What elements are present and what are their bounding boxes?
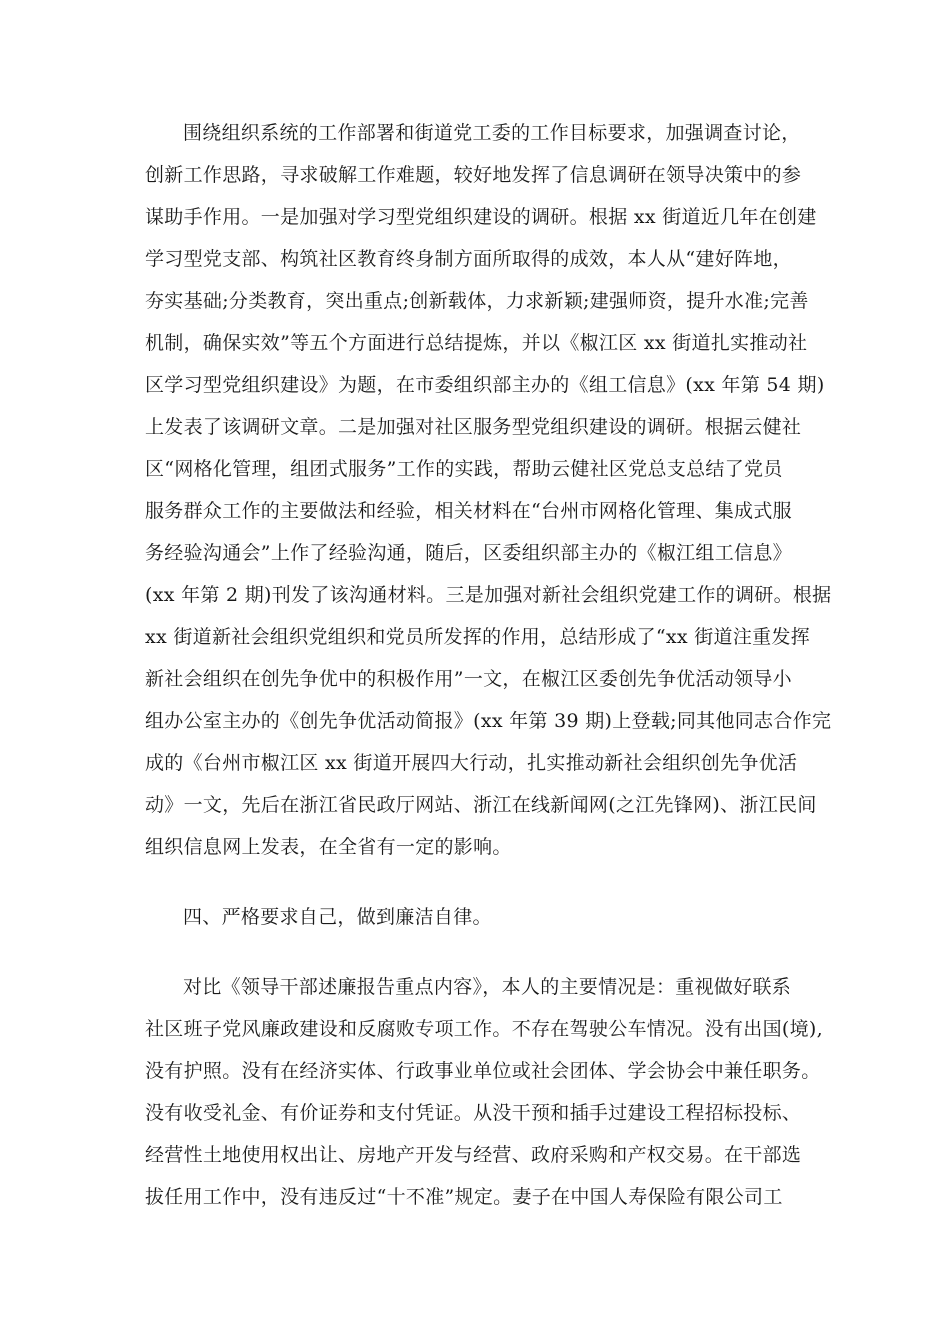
paragraph-line: 区学习型党组织建设》为题，在市委组织部主办的《组工信息》(xx 年第 54 期) — [145, 374, 825, 396]
paragraph-line: 拔任用工作中，没有违反过“十不准”规定。妻子在中国人寿保险有限公司工 — [145, 1186, 783, 1208]
paragraph-line: 经营性土地使用权出让、房地产开发与经营、政府采购和产权交易。在干部选 — [145, 1144, 802, 1166]
paragraph-line: 没有护照。没有在经济实体、行政事业单位或社会团体、学会协会中兼任职务。 — [145, 1060, 821, 1082]
paragraph-line: 组办公室主办的《创先争优活动简报》(xx 年第 39 期)上登载;同其他同志合作完 — [145, 710, 832, 732]
paragraph-line: 围绕组织系统的工作部署和街道党工委的工作目标要求，加强调查讨论， — [183, 122, 801, 144]
paragraph-line: 谋助手作用。一是加强对学习型党组织建设的调研。根据 xx 街道近几年在创建 — [145, 206, 817, 228]
paragraph-line: 创新工作思路，寻求破解工作难题，较好地发挥了信息调研在领导决策中的参 — [145, 164, 802, 186]
paragraph-line: 社区班子党风廉政建设和反腐败专项工作。不存在驾驶公车情况。没有出国(境), — [145, 1018, 823, 1040]
paragraph-line: 服务群众工作的主要做法和经验，相关材料在“台州市网格化管理、集成式服 — [145, 500, 792, 522]
section-heading: 四、严格要求自己，做到廉洁自律。 — [183, 906, 492, 928]
paragraph-line: 区“网格化管理，组团式服务”工作的实践，帮助云健社区党总支总结了党员 — [145, 458, 783, 480]
paragraph-line: xx 街道新社会组织党组织和党员所发挥的作用，总结形成了“xx 街道注重发挥 — [145, 626, 811, 648]
paragraph-line: (xx 年第 2 期)刊发了该沟通材料。三是加强对新社会组织党建工作的调研。根据 — [145, 584, 832, 606]
paragraph-line: 夯实基础;分类教育，突出重点;创新载体，力求新颖;建强师资，提升水准;完善 — [145, 290, 809, 312]
paragraph-line: 成的《台州市椒江区 xx 街道开展四大行动，扎实推动新社会组织创先争优活 — [145, 752, 798, 774]
paragraph-line: 上发表了该调研文章。二是加强对社区服务型党组织建设的调研。根据云健社 — [145, 416, 802, 438]
paragraph-line: 对比《领导干部述廉报告重点内容》，本人的主要情况是：重视做好联系 — [183, 976, 792, 998]
paragraph-line: 组织信息网上发表，在全省有一定的影响。 — [145, 836, 512, 858]
paragraph-line: 学习型党支部、构筑社区教育终身制方面所取得的成效，本人从“建好阵地， — [145, 248, 792, 270]
paragraph-line: 没有收受礼金、有价证券和支付凭证。从没干预和插手过建设工程招标投标、 — [145, 1102, 802, 1124]
paragraph-line: 动》一文，先后在浙江省民政厅网站、浙江在线新闻网(之江先锋网)、浙江民间 — [145, 794, 817, 816]
paragraph-line: 机制，确保实效”等五个方面进行总结提炼，并以《椒江区 xx 街道扎实推动社 — [145, 332, 808, 354]
paragraph-line: 新社会组织在创先争优中的积极作用”一文，在椒江区委创先争优活动领导小 — [145, 668, 792, 690]
paragraph-line: 务经验沟通会”上作了经验沟通，随后，区委组织部主办的《椒江组工信息》 — [145, 542, 792, 564]
